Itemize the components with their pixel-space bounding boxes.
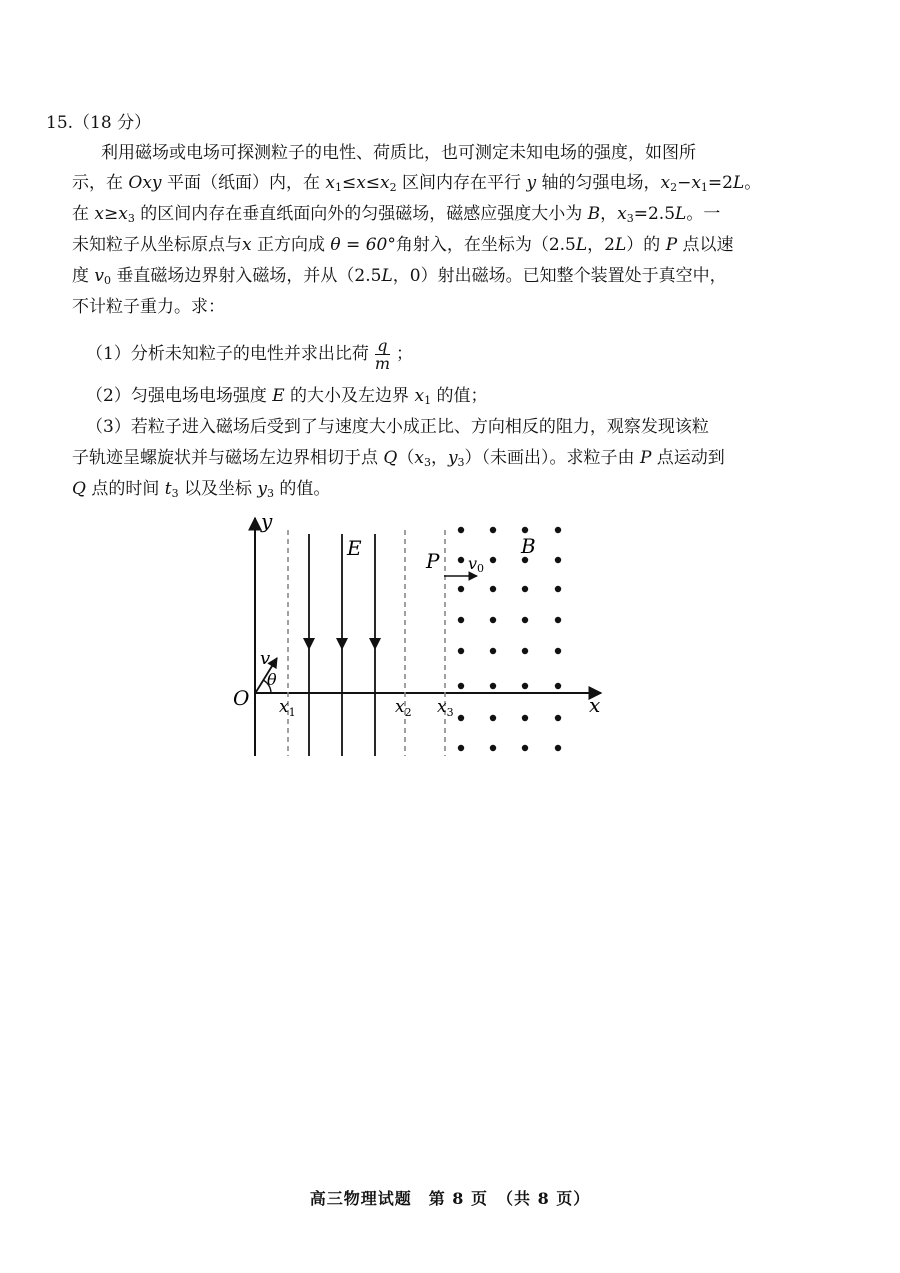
plane-label: Oxy xyxy=(128,173,162,193)
field-arrow-1 xyxy=(303,638,315,650)
stem-line-1 xyxy=(101,141,696,165)
part-3-line-3: Q 点的时间 $t_3$ 以及坐标 $y_3$ 的值。 xyxy=(72,479,331,500)
b-field-dot xyxy=(555,586,561,592)
label-b: B xyxy=(521,534,536,558)
field-arrow-3 xyxy=(369,638,381,650)
b-field-dot xyxy=(458,557,464,563)
stem-text: 区间内存在平行 xyxy=(396,173,527,193)
label-p: P xyxy=(426,549,440,573)
stem-text: 平面（纸面）内，在 xyxy=(161,173,326,193)
page-footer: 高三物理试题 第 8 页 （共 8 页） xyxy=(309,1189,591,1208)
label-e: E xyxy=(347,536,362,560)
b-field-dot xyxy=(522,745,528,751)
b-field-dot xyxy=(522,617,528,623)
b-field-dot xyxy=(522,586,528,592)
label-y: y xyxy=(261,510,273,533)
label-v: v xyxy=(260,648,271,669)
b-field-dot xyxy=(458,617,464,623)
b-field-dot xyxy=(490,527,496,533)
x3-expression: $x_3=2.5L$ xyxy=(617,204,687,225)
difference-expression: $x_2-x_1=2L$ xyxy=(660,173,745,194)
question-number: 15. xyxy=(46,113,74,133)
label-x2: $x_2$ xyxy=(395,697,412,719)
part-2: （2）匀强电场电场强度 E 的大小及左边界 $x_1$ 的值； xyxy=(86,386,488,407)
field-diagram xyxy=(225,510,615,760)
stem-text: 利用磁场或电场可探测粒子的电性、荷质比，也可测定未知电场的强度，如图所 xyxy=(101,143,696,163)
b-field-dot xyxy=(522,527,528,533)
stem-line-6: 不计粒子重力。求： xyxy=(72,297,225,317)
b-field-dot xyxy=(490,648,496,654)
b-field-dot xyxy=(458,715,464,721)
stem-text: 轴的匀强电场， xyxy=(536,173,661,193)
stem-line-3 xyxy=(72,202,720,226)
stem-text: 示，在 xyxy=(72,173,129,193)
b-field-dot xyxy=(555,745,561,751)
b-field-dot xyxy=(522,683,528,689)
b-field-dot xyxy=(458,683,464,689)
field-arrow-2 xyxy=(336,638,348,650)
b-field-dot xyxy=(490,557,496,563)
stem-text: ， xyxy=(600,204,618,224)
label-x: x xyxy=(589,693,601,717)
b-field-dot xyxy=(458,745,464,751)
question-points: （18 分） xyxy=(73,113,152,133)
b-field-dot xyxy=(458,527,464,533)
b-field-dot xyxy=(555,557,561,563)
b-field-dot xyxy=(555,683,561,689)
b-field-dot xyxy=(522,715,528,721)
b-field-dot xyxy=(555,715,561,721)
stem-text: 的区间内存在垂直纸面向外的匀强磁场，磁感应强度大小为 xyxy=(134,204,588,224)
label-v0: v0 xyxy=(468,554,485,575)
part-3-line-1: （3）若粒子进入磁场后受到了与速度大小成正比、方向相反的阻力，观察发现该粒 xyxy=(86,417,709,437)
angle-expression: θ = 60° xyxy=(330,235,396,255)
b-field-dot xyxy=(490,586,496,592)
label-theta: θ xyxy=(267,670,277,689)
stem-line-2 xyxy=(72,171,761,195)
b-field-dot xyxy=(458,648,464,654)
charge-mass-ratio: $\frac{q}{m}$ xyxy=(374,336,390,373)
stem-text: 。 xyxy=(744,173,762,193)
b-field-dot xyxy=(458,586,464,592)
part-1: （1）分析未知粒子的电性并求出比荷 $\frac{q}{m}$ ； xyxy=(86,336,413,373)
stem-line-4: 未知粒子从坐标原点与x 正方向成 θ = 60°角射入，在坐标为（2.5L，2L）的 P 点以速 xyxy=(72,235,734,255)
axis-y-label: y xyxy=(526,173,537,193)
b-field-dot xyxy=(555,617,561,623)
stem-text: 。一 xyxy=(686,204,721,224)
b-field-dot xyxy=(490,683,496,689)
b-field-dot xyxy=(490,715,496,721)
stem-text: 在 xyxy=(72,204,95,224)
part-3-line-2: 子轨迹呈螺旋状并与磁场左边界相切于点 $Q(x_3$，$y_3$）（未画出）。求粒子由 P 点运动到 xyxy=(72,448,725,469)
interval-expression: $x_1\le x\le x_2$ xyxy=(325,173,397,194)
b-field-dot xyxy=(490,617,496,623)
b-field-dot xyxy=(490,745,496,751)
label-x1: $x_1$ xyxy=(279,697,296,719)
region-expression: $x\ge x_3$ xyxy=(94,204,135,225)
label-origin: O xyxy=(233,686,250,710)
question-header xyxy=(46,111,151,135)
b-field-dot xyxy=(522,648,528,654)
stem-line-5: 度 $v_0$ 垂直磁场边界射入磁场，并从（2.5L，0）射出磁场。已知整个装置处于真空中， xyxy=(72,266,727,287)
b-field-dot xyxy=(555,527,561,533)
field-b-symbol: B xyxy=(587,204,601,224)
b-field-dot xyxy=(555,648,561,654)
label-x3: $x_3$ xyxy=(437,697,454,719)
